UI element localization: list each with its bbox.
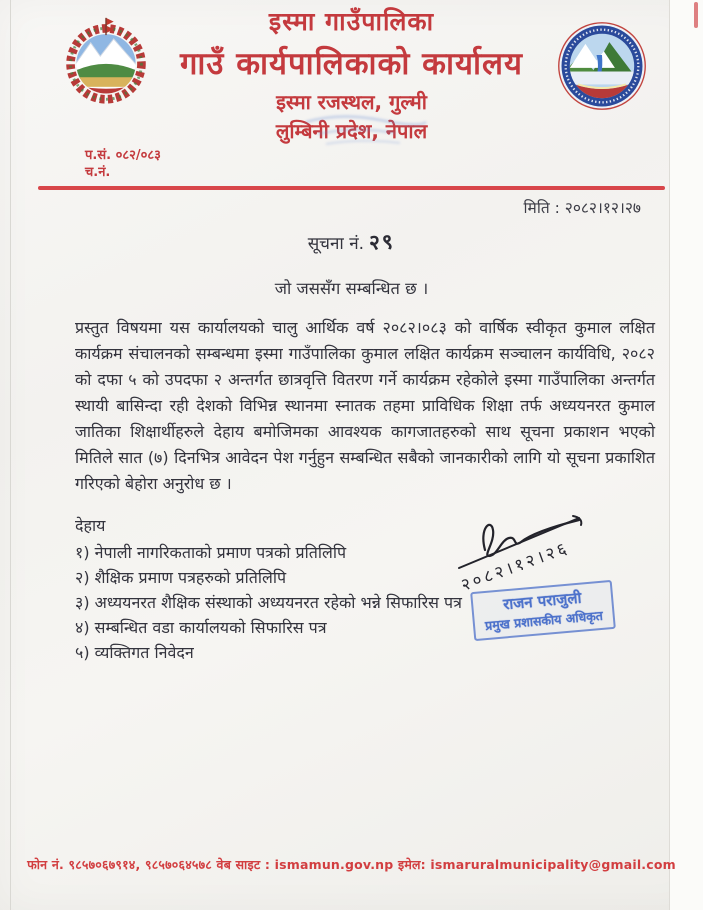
nepal-government-emblem-icon [56,14,156,110]
contact-footer: फोन नं. ९८५७०६७९१४, ९८५७०६४५७८ वेब साइट : ismamun.gov.np इमेल: ismaruralmunicipality@gmail.com [27,857,676,872]
ref-value: ०८२/०८३ [115,148,161,163]
salutation-line: जो जससँग सम्बन्धित छ । [274,278,429,298]
list-item: ३) अध्ययनरत शैक्षिक संस्थाको अध्ययनरत रहेको भन्ने सिफारिस पत्र [75,592,462,612]
notice-number-handwritten: २९ [368,229,396,255]
isma-municipality-seal-icon [556,20,648,116]
signature-block [440,510,690,660]
letterhead-divider-rule [38,186,665,190]
list-item: ५) व्यक्तिगत निवेदन [75,642,194,662]
letter-date: मिति : २०८२।१२।२७ [523,198,641,217]
notice-number-line [0,228,703,256]
cha-number-line: च.नं. [85,164,111,180]
list-heading: देहाय [75,515,106,535]
office-address: इस्मा रजस्थल, गुल्मी [276,90,427,114]
office-name: गाउँ कार्यपालिकाको कार्यालय [179,46,524,82]
notice-label: सूचना नं. [307,233,365,254]
list-item: १) नेपाली नागरिकताको प्रमाण पत्रको प्रतिलिपि [75,542,347,562]
list-item: २) शैक्षिक प्रमाण पत्रहरुको प्रतिलिपि [75,567,287,587]
officer-stamp [470,580,616,641]
letterhead [0,0,703,144]
signature-handwritten-date: २०८२।१२।२६ [458,538,573,596]
officer-title: प्रमुख प्रशासकीय अधिकृत [484,607,604,634]
body-paragraph: प्रस्तुत विषयमा यस कार्यालयको चालु आर्थिक वर्ष २०८२।०८३ को वार्षिक स्वीकृत कुमाल लक्षित कार्यक्रम संचालनको सम्बन्धमा इस्मा गाउँपालिका कुमाल लक्षित कार्यक्रम सञ्चालन कार्यविधि, २०८२ को दफा ५ को उपदफा २ अन्तर्गत छात्रवृत्ति वितरण गर्ने कार्यक्रम रहेकोले इस्मा गाउँपालिका अन्तर्गत स्थायी बासिन्दा रही देशको विभिन्न स्थानमा स्नातक तहमा प्राविधिक शिक्षा तर्फ अध्ययनरत कुमाल जातिका शिक्षार्थीहरुले देहाय बमोजिमका आवश्यक कागजातहरुको साथ सूचना प्रकाशन भएको मितिले सात (७) दिनभित्र आवेदन पेश गर्नुहुन सम्बन्धित सबैको जानकारीको लागि यो सूचना प्रकाशित गरिएको बेहोरा अनुरोध छ । [75,317,655,493]
officer-name: राजन पराजुली [502,588,583,614]
province-line: लुम्बिनी प्रदेश, नेपाल [275,119,428,143]
faint-round-stamp-impression [300,108,430,154]
ref-label: प.सं. [85,148,112,163]
list-item: ४) सम्बन्धित वडा कार्यालयको सिफारिस पत्र [75,617,327,637]
municipality-name: इस्मा गाउँपालिका [268,7,435,36]
